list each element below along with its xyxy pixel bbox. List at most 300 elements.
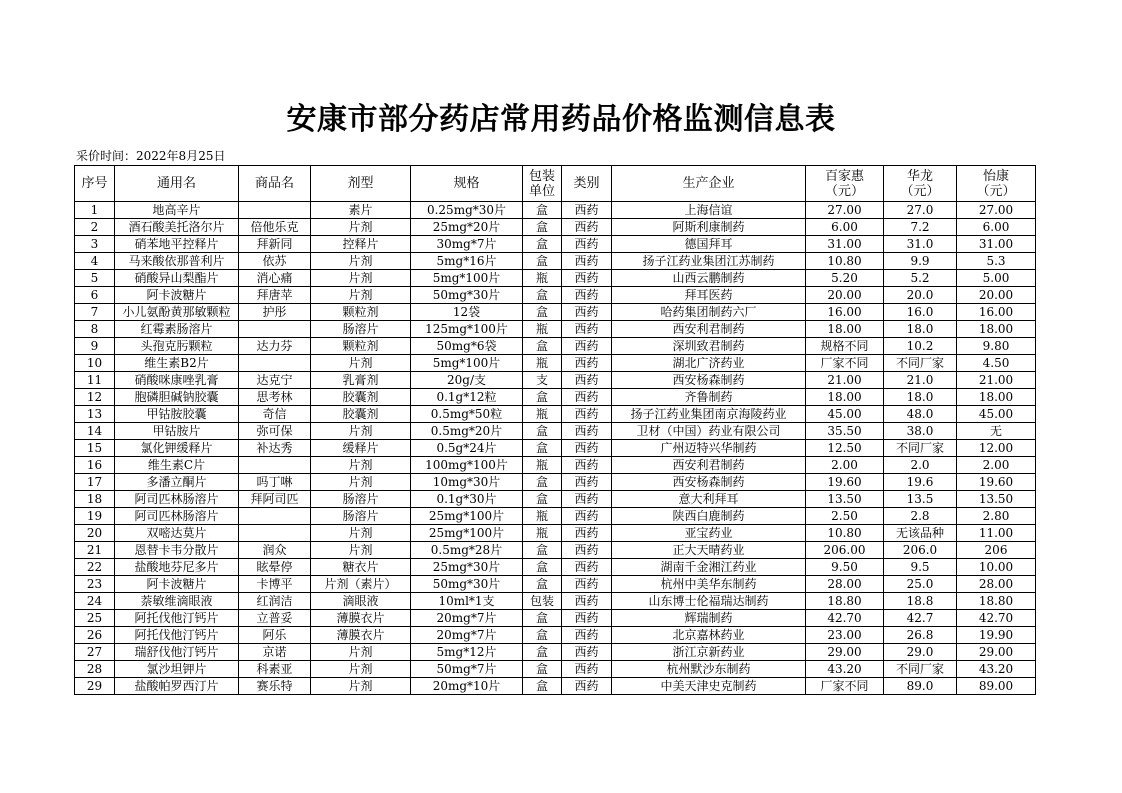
cell-no: 10 [75,355,115,372]
cell-spec: 5mg*12片 [411,644,523,661]
column-header-label: 通用名 [156,176,196,191]
cell-brand: 眩晕停 [239,559,311,576]
cell-category: 西药 [562,287,612,304]
cell-brand [239,355,311,372]
cell-generic: 阿司匹林肠溶片 [115,491,239,508]
cell-p3: 29.00 [957,644,1036,661]
cell-unit: 盒 [523,491,562,508]
cell-brand: 卡博平 [239,576,311,593]
cell-no: 13 [75,406,115,423]
cell-p2: 7.2 [884,219,957,236]
cell-brand: 科素亚 [239,661,311,678]
cell-brand: 立普妥 [239,610,311,627]
cell-category: 西药 [562,474,612,491]
cell-unit: 盒 [523,287,562,304]
cell-spec: 0.1g*30片 [411,491,523,508]
table-row [75,389,1036,406]
cell-spec: 10mg*30片 [411,474,523,491]
cell-maker: 西安杨森制药 [612,372,806,389]
cell-category: 西药 [562,355,612,372]
column-header-label: 华龙 [906,168,933,184]
cell-p2: 5.2 [884,270,957,287]
cell-unit: 盒 [523,474,562,491]
cell-form: 肠溶片 [311,508,411,525]
cell-form: 片剂 [311,270,411,287]
cell-category: 西药 [562,576,612,593]
cell-no: 3 [75,236,115,253]
cell-generic: 硝酸异山梨酯片 [115,270,239,287]
cell-spec: 5mg*100片 [411,270,523,287]
cell-generic: 阿司匹林肠溶片 [115,508,239,525]
table-header-row [75,166,1036,202]
cell-spec: 0.5g*24片 [411,440,523,457]
cell-category: 西药 [562,219,612,236]
cell-brand [239,457,311,474]
table-row [75,219,1036,236]
table-row [75,457,1036,474]
cell-generic: 马来酸依那普利片 [115,253,239,270]
cell-unit: 盒 [523,678,562,695]
cell-p2: 2.0 [884,457,957,474]
column-header-label: 包装 [528,168,555,184]
cell-unit: 盒 [523,202,562,219]
page-title: 安康市部分药店常用药品价格监测信息表 [286,102,836,137]
column-header-p3 [957,166,1036,202]
cell-unit: 支 [523,372,562,389]
cell-form: 片剂 [311,423,411,440]
cell-no: 26 [75,627,115,644]
cell-p1: 10.80 [806,525,884,542]
cell-brand: 思考林 [239,389,311,406]
table-row [75,542,1036,559]
table-row [75,355,1036,372]
cell-p2: 42.7 [884,610,957,627]
table-row [75,372,1036,389]
cell-no: 5 [75,270,115,287]
table-row [75,253,1036,270]
cell-form: 肠溶片 [311,321,411,338]
cell-unit: 盒 [523,440,562,457]
cell-form: 肠溶片 [311,491,411,508]
cell-category: 西药 [562,559,612,576]
cell-maker: 西安杨森制药 [612,474,806,491]
cell-p2: 16.0 [884,304,957,321]
cell-brand: 京诺 [239,644,311,661]
cell-no: 6 [75,287,115,304]
collect-date-label: 采价时间： [76,149,137,163]
cell-form: 素片 [311,202,411,219]
table-row [75,508,1036,525]
cell-maker: 西安利君制药 [612,321,806,338]
cell-unit: 盒 [523,219,562,236]
cell-spec: 5mg*100片 [411,355,523,372]
cell-form: 控释片 [311,236,411,253]
cell-category: 西药 [562,321,612,338]
cell-p1: 42.70 [806,610,884,627]
cell-form: 片剂 [311,219,411,236]
cell-p3: 5.3 [957,253,1036,270]
cell-p1: 21.00 [806,372,884,389]
cell-spec: 10ml*1支 [411,593,523,610]
cell-category: 西药 [562,253,612,270]
table-row [75,576,1036,593]
cell-no: 12 [75,389,115,406]
cell-category: 西药 [562,389,612,406]
column-header-p1 [806,166,884,202]
cell-p1: 厂家不同 [806,355,884,372]
cell-no: 17 [75,474,115,491]
cell-maker: 深圳致君制药 [612,338,806,355]
cell-form: 片剂 [311,644,411,661]
cell-p2: 20.0 [884,287,957,304]
cell-generic: 阿卡波糖片 [115,287,239,304]
cell-p3: 19.60 [957,474,1036,491]
cell-form: 片剂 [311,525,411,542]
cell-form: 糖衣片 [311,559,411,576]
cell-brand: 补达秀 [239,440,311,457]
cell-p2: 无该品种 [884,525,957,542]
cell-p1: 28.00 [806,576,884,593]
cell-brand: 消心痛 [239,270,311,287]
cell-spec: 25mg*20片 [411,219,523,236]
cell-p2: 18.8 [884,593,957,610]
cell-p2: 206.0 [884,542,957,559]
table-row [75,593,1036,610]
cell-p2: 不同厂家 [884,661,957,678]
cell-p3: 16.00 [957,304,1036,321]
cell-generic: 小儿氨酚黄那敏颗粒 [115,304,239,321]
cell-p2: 10.2 [884,338,957,355]
cell-category: 西药 [562,457,612,474]
column-header-p2 [884,166,957,202]
table-row [75,423,1036,440]
column-header-sublabel: （元） [900,183,940,199]
cell-brand: 护彤 [239,304,311,321]
cell-unit: 盒 [523,627,562,644]
cell-spec: 0.1g*12粒 [411,389,523,406]
cell-p1: 45.00 [806,406,884,423]
cell-p1: 18.80 [806,593,884,610]
price-table [74,165,1036,695]
cell-p1: 19.60 [806,474,884,491]
cell-no: 21 [75,542,115,559]
cell-maker: 意大利拜耳 [612,491,806,508]
cell-p1: 206.00 [806,542,884,559]
cell-generic: 阿托伐他汀钙片 [115,627,239,644]
cell-p2: 31.0 [884,236,957,253]
cell-spec: 25mg*100片 [411,525,523,542]
cell-spec: 50mg*30片 [411,287,523,304]
cell-no: 11 [75,372,115,389]
cell-generic: 萘敏维滴眼液 [115,593,239,610]
cell-form: 胶囊剂 [311,389,411,406]
cell-maker: 扬子江药业集团南京海陵药业 [612,406,806,423]
column-header-unit [523,166,562,202]
table-row [75,661,1036,678]
cell-generic: 瑞舒伐他汀钙片 [115,644,239,661]
cell-category: 西药 [562,593,612,610]
cell-generic: 头孢克肟颗粒 [115,338,239,355]
cell-maker: 德国拜耳 [612,236,806,253]
cell-p3: 206 [957,542,1036,559]
cell-spec: 125mg*100片 [411,321,523,338]
cell-generic: 阿托伐他汀钙片 [115,610,239,627]
cell-p1: 18.00 [806,389,884,406]
column-header-label: 规格 [453,176,480,191]
cell-category: 西药 [562,678,612,695]
cell-category: 西药 [562,236,612,253]
cell-unit: 瓶 [523,270,562,287]
cell-category: 西药 [562,610,612,627]
cell-p3: 12.00 [957,440,1036,457]
cell-maker: 拜耳医药 [612,287,806,304]
cell-spec: 50mg*6袋 [411,338,523,355]
cell-spec: 50mg*30片 [411,576,523,593]
collect-date-value: 2022年8月25日 [136,149,226,163]
cell-maker: 湖南千金湘江药业 [612,559,806,576]
cell-maker: 卫材（中国）药业有限公司 [612,423,806,440]
column-header-brand [239,166,311,202]
cell-generic: 维生素B2片 [115,355,239,372]
cell-p3: 2.80 [957,508,1036,525]
cell-p3: 11.00 [957,525,1036,542]
cell-p3: 19.90 [957,627,1036,644]
cell-maker: 哈药集团制药六厂 [612,304,806,321]
table-row [75,321,1036,338]
cell-category: 西药 [562,304,612,321]
cell-category: 西药 [562,661,612,678]
table-row [75,287,1036,304]
table-row [75,202,1036,219]
cell-category: 西药 [562,491,612,508]
cell-unit: 盒 [523,423,562,440]
cell-p2: 27.0 [884,202,957,219]
cell-p3: 2.00 [957,457,1036,474]
cell-p2: 9.5 [884,559,957,576]
cell-generic: 氯化钾缓释片 [115,440,239,457]
cell-unit: 包装 [523,593,562,610]
table-row [75,610,1036,627]
cell-maker: 上海信谊 [612,202,806,219]
cell-form: 薄膜衣片 [311,610,411,627]
cell-brand: 阿乐 [239,627,311,644]
cell-no: 4 [75,253,115,270]
cell-spec: 50mg*7片 [411,661,523,678]
cell-generic: 多潘立酮片 [115,474,239,491]
cell-p1: 23.00 [806,627,884,644]
column-header-label: 生产企业 [682,176,735,191]
cell-p3: 9.80 [957,338,1036,355]
cell-p1: 10.80 [806,253,884,270]
table-row [75,559,1036,576]
cell-maker: 浙江京新药业 [612,644,806,661]
table-row [75,525,1036,542]
cell-no: 7 [75,304,115,321]
column-header-maker [612,166,806,202]
cell-maker: 中美天津史克制药 [612,678,806,695]
cell-brand: 红润洁 [239,593,311,610]
cell-form: 片剂 [311,474,411,491]
cell-p1: 43.20 [806,661,884,678]
cell-brand: 弥可保 [239,423,311,440]
cell-no: 29 [75,678,115,695]
cell-brand: 拜阿司匹 [239,491,311,508]
cell-maker: 正大天晴药业 [612,542,806,559]
cell-category: 西药 [562,423,612,440]
cell-brand: 达克宁 [239,372,311,389]
cell-p3: 21.00 [957,372,1036,389]
cell-category: 西药 [562,202,612,219]
cell-maker: 陕西白鹿制药 [612,508,806,525]
cell-no: 28 [75,661,115,678]
cell-maker: 扬子江药业集团江苏制药 [612,253,806,270]
cell-p2: 48.0 [884,406,957,423]
cell-p1: 31.00 [806,236,884,253]
cell-brand: 奇信 [239,406,311,423]
cell-spec: 20mg*10片 [411,678,523,695]
column-header-form [311,166,411,202]
table-row [75,406,1036,423]
cell-spec: 25mg*100片 [411,508,523,525]
cell-p3: 4.50 [957,355,1036,372]
cell-p1: 35.50 [806,423,884,440]
cell-p1: 18.00 [806,321,884,338]
cell-brand: 达力芬 [239,338,311,355]
cell-no: 8 [75,321,115,338]
column-header-spec [411,166,523,202]
cell-unit: 盒 [523,389,562,406]
cell-spec: 20g/支 [411,372,523,389]
cell-p1: 6.00 [806,219,884,236]
cell-p3: 18.80 [957,593,1036,610]
cell-p2: 18.0 [884,321,957,338]
cell-p3: 31.00 [957,236,1036,253]
cell-p2: 9.9 [884,253,957,270]
cell-p2: 38.0 [884,423,957,440]
column-header-label: 序号 [81,176,108,191]
column-header-sublabel: （元） [976,183,1016,199]
cell-brand: 赛乐特 [239,678,311,695]
cell-form: 乳膏剂 [311,372,411,389]
cell-unit: 盒 [523,559,562,576]
cell-p2: 29.0 [884,644,957,661]
cell-brand: 吗丁啉 [239,474,311,491]
cell-no: 9 [75,338,115,355]
cell-p3: 13.50 [957,491,1036,508]
column-header-no [75,166,115,202]
cell-form: 滴眼液 [311,593,411,610]
cell-no: 25 [75,610,115,627]
cell-maker: 齐鲁制药 [612,389,806,406]
cell-p2: 19.6 [884,474,957,491]
cell-generic: 盐酸地芬尼多片 [115,559,239,576]
cell-spec: 12袋 [411,304,523,321]
cell-p2: 不同厂家 [884,355,957,372]
cell-p1: 5.20 [806,270,884,287]
cell-unit: 盒 [523,236,562,253]
cell-p2: 89.0 [884,678,957,695]
cell-no: 19 [75,508,115,525]
cell-form: 片剂 [311,661,411,678]
cell-generic: 硝苯地平控释片 [115,236,239,253]
cell-spec: 0.5mg*28片 [411,542,523,559]
cell-maker: 广州迈特兴华制药 [612,440,806,457]
cell-p3: 89.00 [957,678,1036,695]
cell-generic: 硝酸咪康唑乳膏 [115,372,239,389]
table-row [75,338,1036,355]
cell-form: 片剂 [311,457,411,474]
cell-category: 西药 [562,440,612,457]
cell-generic: 红霉素肠溶片 [115,321,239,338]
cell-category: 西药 [562,542,612,559]
cell-form: 片剂 [311,287,411,304]
cell-p2: 13.5 [884,491,957,508]
cell-category: 西药 [562,525,612,542]
cell-p3: 18.00 [957,389,1036,406]
cell-no: 15 [75,440,115,457]
cell-form: 片剂 [311,355,411,372]
column-header-label: 商品名 [254,176,294,191]
cell-category: 西药 [562,627,612,644]
cell-brand: 倍他乐克 [239,219,311,236]
cell-p2: 26.8 [884,627,957,644]
cell-unit: 瓶 [523,321,562,338]
cell-p1: 厂家不同 [806,678,884,695]
cell-p1: 2.00 [806,457,884,474]
cell-brand: 依苏 [239,253,311,270]
cell-generic: 双嘧达莫片 [115,525,239,542]
cell-category: 西药 [562,338,612,355]
cell-brand: 润众 [239,542,311,559]
cell-p1: 9.50 [806,559,884,576]
cell-form: 缓释片 [311,440,411,457]
column-header-label: 剂型 [347,176,374,191]
cell-spec: 0.25mg*30片 [411,202,523,219]
cell-maker: 阿斯利康制药 [612,219,806,236]
cell-p3: 5.00 [957,270,1036,287]
cell-maker: 山西云鹏制药 [612,270,806,287]
cell-brand: 拜新同 [239,236,311,253]
cell-unit: 盒 [523,576,562,593]
cell-no: 1 [75,202,115,219]
cell-unit: 盒 [523,661,562,678]
cell-p3: 42.70 [957,610,1036,627]
cell-maker: 北京嘉林药业 [612,627,806,644]
cell-no: 2 [75,219,115,236]
cell-no: 20 [75,525,115,542]
cell-generic: 甲钴胺片 [115,423,239,440]
cell-category: 西药 [562,508,612,525]
cell-form: 胶囊剂 [311,406,411,423]
cell-spec: 30mg*7片 [411,236,523,253]
cell-no: 18 [75,491,115,508]
cell-unit: 瓶 [523,508,562,525]
table-row [75,678,1036,695]
cell-category: 西药 [562,372,612,389]
cell-p1: 29.00 [806,644,884,661]
column-header-sublabel: 单位 [528,183,555,199]
cell-brand [239,508,311,525]
table-row [75,644,1036,661]
cell-unit: 盒 [523,610,562,627]
cell-spec: 20mg*7片 [411,627,523,644]
cell-unit: 盒 [523,542,562,559]
cell-form: 片剂 [311,542,411,559]
cell-p1: 规格不同 [806,338,884,355]
cell-p3: 无 [957,423,1036,440]
cell-generic: 维生素C片 [115,457,239,474]
column-header-label: 类别 [573,176,600,191]
